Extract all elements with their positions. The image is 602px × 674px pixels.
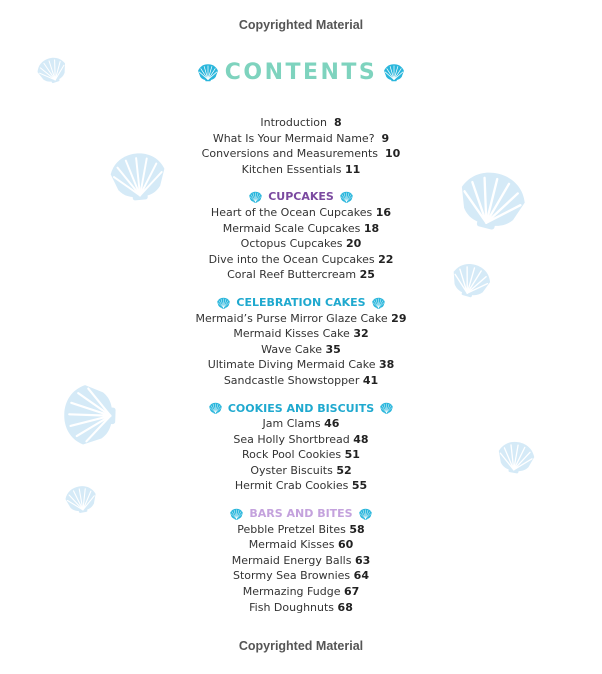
toc-entry[interactable] [0,311,602,327]
entry-page: 32 [353,327,369,341]
toc-entry[interactable] [0,553,602,569]
shell-icon [339,191,354,203]
entry-title: Mermazing Fudge [242,585,341,599]
entry-title: Octopus Cupcakes [240,237,343,251]
toc-entry[interactable] [0,115,602,131]
toc-entry[interactable] [0,522,602,538]
entry-page: 68 [337,600,353,614]
entry-title: Mermaid Kisses [248,538,335,552]
toc-entry[interactable] [0,357,602,373]
contents-title-text: CONTENTS [224,60,378,85]
section-heading-text: COOKIES AND BISCUITS [227,401,375,415]
table-of-contents [0,115,602,615]
section-cupcakes [0,189,602,283]
entry-page: 67 [343,585,360,599]
toc-entry[interactable] [0,236,602,252]
entry-title: Introduction [260,116,327,129]
entry-page: 60 [338,538,354,552]
entry-page: 55 [351,479,368,493]
entry-page: 64 [353,569,369,583]
entry-page: 35 [325,342,341,356]
section-bars-and-bites [0,506,602,615]
copyright-bottom: Copyrighted Material [238,639,364,653]
shell-icon [358,508,373,520]
entry-title: Kitchen Essentials [241,162,342,176]
entry-page: 51 [344,448,360,462]
toc-entry[interactable] [0,221,602,237]
toc-entry[interactable] [0,584,602,600]
toc-entry[interactable] [0,146,602,162]
entry-title: Conversions and Measurements [201,147,379,161]
entry-title: Hermit Crab Cookies [234,479,349,493]
toc-entry[interactable] [0,432,602,448]
entry-page: 20 [346,237,362,251]
toc-entry[interactable] [0,342,602,358]
entry-title: Heart of the Ocean Cupcakes [210,205,373,219]
shell-icon [379,402,394,414]
entry-page: 41 [362,373,379,387]
copyright-top: Copyrighted Material [238,18,364,32]
shell-icon [229,508,244,520]
section-heading-cookies-and-biscuits[interactable] [0,401,602,417]
entry-page: 29 [391,311,407,325]
entry-page: 52 [336,463,352,477]
entry-page: 9 [381,131,390,145]
entry-page: 10 [385,147,401,161]
entry-title: Coral Reef Buttercream [227,268,357,282]
entry-page: 22 [378,252,394,266]
section-heading-cupcakes[interactable] [0,189,602,205]
entry-page: 25 [359,268,375,282]
entry-page: 38 [379,358,395,372]
entry-title: Rock Pool Cookies [242,448,342,462]
entry-title: Wave Cake [261,342,323,356]
shell-icon [197,63,219,82]
intro-list [0,115,602,177]
entry-title: Oyster Biscuits [250,463,333,477]
toc-entry[interactable] [0,416,602,432]
section-heading-text: BARS AND BITES [249,507,353,521]
section-celebration-cakes [0,295,602,389]
entry-title: Mermaid Kisses Cake [233,327,350,341]
entry-title: Mermaid’s Purse Mirror Glaze Cake [195,311,388,325]
toc-entry[interactable] [0,267,602,283]
contents-title [0,60,602,85]
section-heading-text: CELEBRATION CAKES [236,295,366,309]
entry-title: Fish Doughnuts [249,600,335,614]
entry-page: 58 [349,522,365,536]
entry-title: Jam Clams [262,417,321,431]
entry-page: 11 [345,162,361,176]
shell-icon [216,297,231,309]
entry-title: Mermaid Scale Cupcakes [222,221,361,235]
toc-entry[interactable] [0,373,602,389]
entry-title: Ultimate Diving Mermaid Cake [207,358,376,372]
entry-title: Mermaid Energy Balls [231,553,352,567]
toc-entry[interactable] [0,252,602,268]
toc-entry[interactable] [0,205,602,221]
entry-page: 18 [363,221,380,235]
entry-title: Sandcastle Showstopper [223,373,360,387]
toc-entry[interactable] [0,162,602,178]
toc-entry[interactable] [0,478,602,494]
toc-entry[interactable] [0,600,602,616]
toc-entry[interactable] [0,447,602,463]
entry-title: Pebble Pretzel Bites [237,522,346,536]
shell-icon [371,297,386,309]
section-heading-text: CUPCAKES [268,190,334,204]
entry-page: 8 [333,116,342,129]
toc-entry[interactable] [0,463,602,479]
entry-page: 63 [354,553,371,567]
entry-page: 16 [375,205,392,219]
toc-entry[interactable] [0,326,602,342]
section-heading-celebration-cakes[interactable] [0,295,602,311]
section-heading-bars-and-bites[interactable] [0,506,602,522]
shell-icon [248,191,263,203]
entry-page: 48 [353,432,369,446]
entry-title: What Is Your Mermaid Name? [212,131,375,145]
section-cookies-and-biscuits [0,401,602,495]
entry-title: Dive into the Ocean Cupcakes [208,252,375,266]
entry-title: Sea Holly Shortbread [233,432,350,446]
shell-icon [208,402,223,414]
toc-entry[interactable] [0,131,602,147]
shell-icon [383,63,405,82]
toc-entry[interactable] [0,537,602,553]
entry-page: 46 [324,417,340,431]
entry-title: Stormy Sea Brownies [233,569,351,583]
toc-entry[interactable] [0,568,602,584]
